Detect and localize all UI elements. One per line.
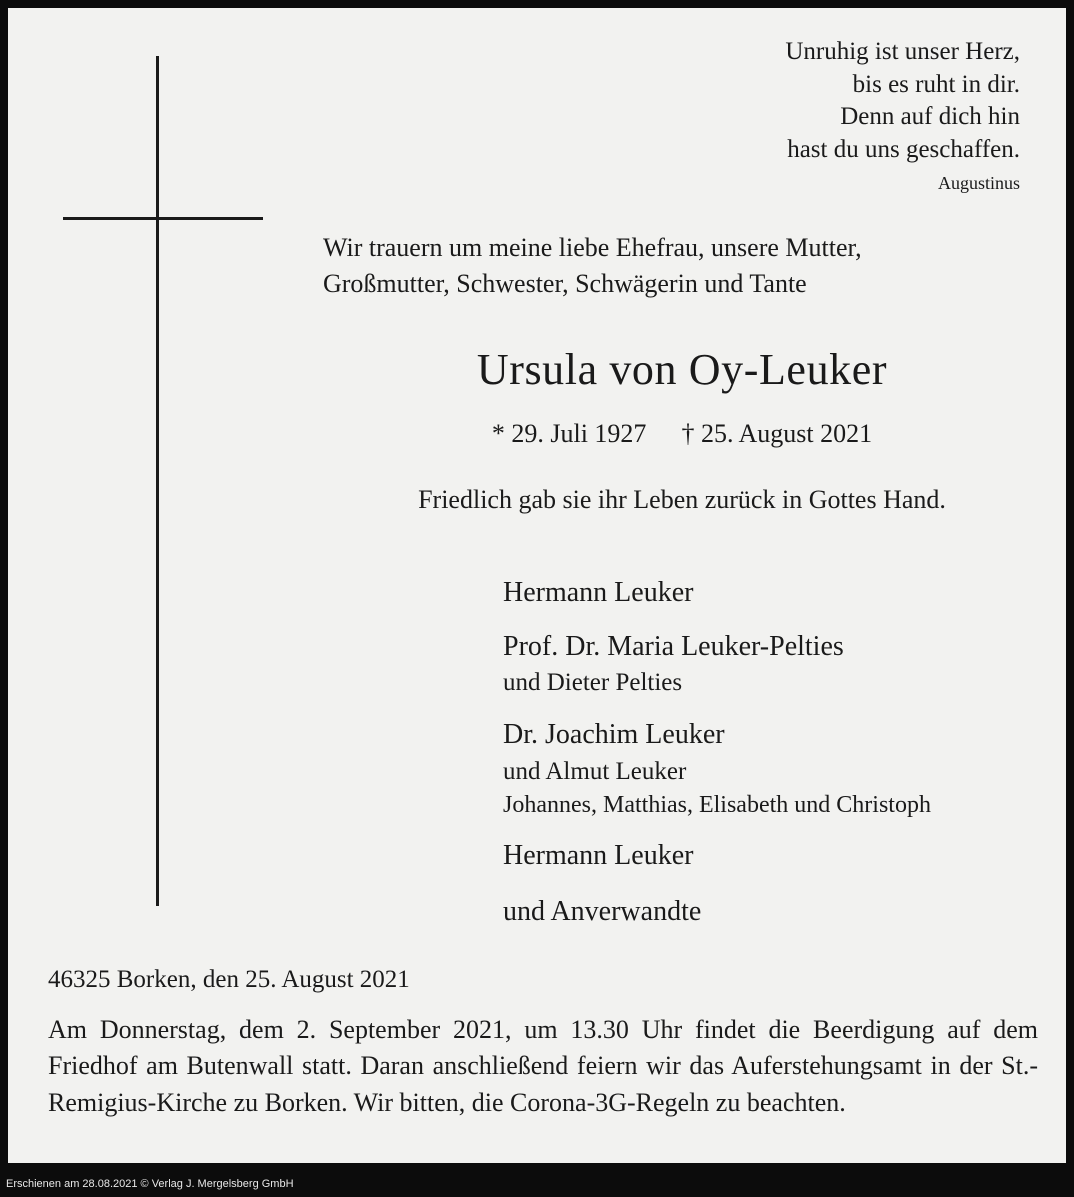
death-date: † 25. August 2021 xyxy=(681,418,873,448)
cross-icon-horizontal-bar xyxy=(63,217,263,220)
mourners-closing: und Anverwandte xyxy=(503,895,702,927)
mourner-name: Prof. Dr. Maria Leuker-Pelties xyxy=(503,630,844,662)
place-and-date: 46325 Borken, den 25. August 2021 xyxy=(48,966,410,993)
cross-icon-vertical-bar xyxy=(156,56,159,906)
verse-line-1: Unruhig ist unser Herz, xyxy=(785,38,1020,65)
mourner-name: Hermann Leuker xyxy=(503,576,694,608)
mourner-grandchildren: Johannes, Matthias, Elisabeth und Christoph xyxy=(503,792,931,818)
mourner-group-4 xyxy=(503,836,1041,876)
mourner-group-3 xyxy=(503,715,1041,822)
obituary-main-text xyxy=(323,230,1041,928)
mourner-group-1 xyxy=(503,573,1041,613)
mourner-group-2 xyxy=(503,627,1041,701)
verse-author: Augustinus xyxy=(937,173,1020,193)
obituary-notice-card xyxy=(8,8,1066,1163)
obituary-footer-text xyxy=(48,966,1038,1121)
verse-line-4: hast du uns geschaffen. xyxy=(787,135,1020,163)
funeral-details: Am Donnerstag, dem 2. September 2021, um 13.30 Uhr findet die Beerdigung auf dem Friedhof am Butenwall statt. Daran anschließend feiern wir das Auferstehungsamt in der St.-Remigius-Kirche zu Borken. Wir bitten, die Corona-3G-Regeln zu beachten. xyxy=(48,1015,1038,1117)
intro-line-2: Großmutter, Schwester, Schwägerin und Tante xyxy=(323,268,807,298)
publication-footer: Erschienen am 28.08.2021 © Verlag J. Mergelsberg GmbH xyxy=(0,1171,1074,1197)
memorial-sentence: Friedlich gab sie ihr Leben zurück in Gottes Hand. xyxy=(418,484,946,514)
life-dates xyxy=(323,419,1041,449)
verse-block xyxy=(600,36,1020,195)
mourner-name: Hermann Leuker xyxy=(503,840,694,872)
verse-line-2: bis es ruht in dir. xyxy=(852,70,1020,98)
mourner-name: Dr. Joachim Leuker xyxy=(503,718,725,750)
birth-date: * 29. Juli 1927 xyxy=(491,418,647,448)
deceased-name: Ursula von Oy-Leuker xyxy=(476,344,888,394)
mourners-list xyxy=(323,573,1041,928)
intro-text xyxy=(323,230,1041,302)
mourner-name: und Dieter Pelties xyxy=(503,669,683,697)
intro-line-1: Wir trauern um meine liebe Ehefrau, unsere Mutter, xyxy=(323,233,862,262)
verse-line-3: Denn auf dich hin xyxy=(840,103,1020,130)
mourner-name: und Almut Leuker xyxy=(503,757,687,785)
